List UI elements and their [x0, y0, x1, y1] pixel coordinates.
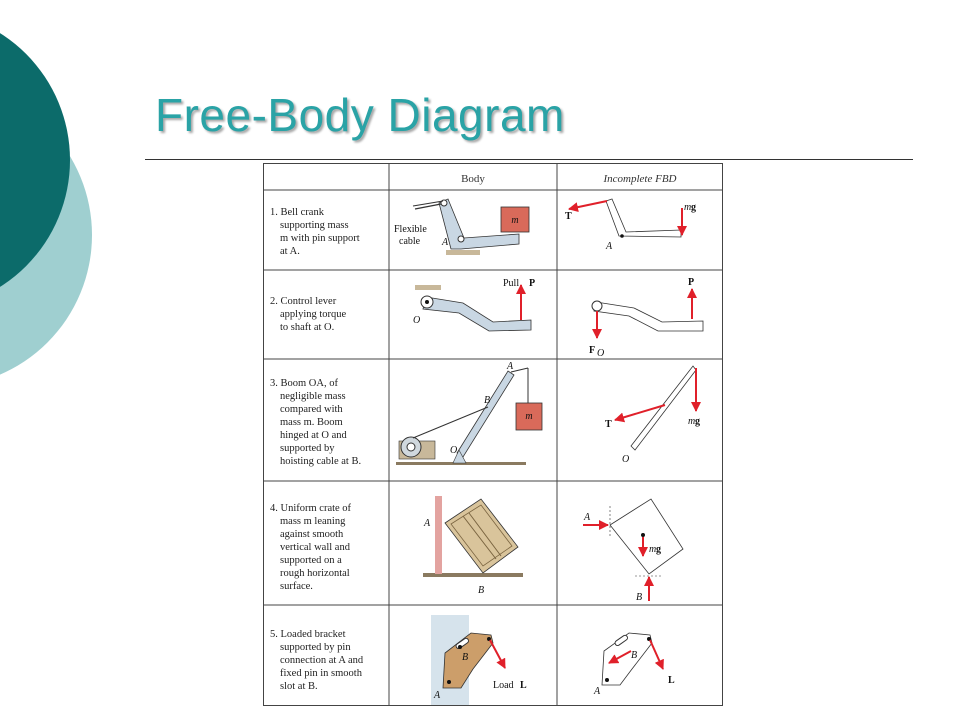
label-mg-m-r3: m: [688, 416, 696, 427]
label-A-r4: A: [424, 518, 431, 529]
svg-text:rough horizontal: rough horizontal: [280, 568, 350, 579]
label-cable: cable: [399, 236, 421, 247]
svg-text:supported by pin: supported by pin: [280, 642, 351, 653]
svg-text:4. Uniform crate of: 4. Uniform crate of: [270, 503, 352, 514]
label-B-r5: B: [462, 652, 469, 663]
svg-text:supporting mass: supporting mass: [280, 220, 349, 231]
svg-text:mass m. Boom: mass m. Boom: [280, 417, 343, 428]
label-P-fbd-r2: P: [688, 277, 695, 288]
bracket-fbd: [593, 633, 675, 697]
svg-text:fixed pin in smooth: fixed pin in smooth: [280, 668, 362, 679]
label-load: Load: [493, 680, 514, 691]
svg-text:at A.: at A.: [280, 246, 300, 257]
label-P-r2: P: [529, 278, 536, 289]
label-A-r3: A: [507, 361, 514, 372]
decorative-circles: [0, 0, 120, 720]
boom-fbd: [605, 366, 700, 465]
svg-text:vertical wall and: vertical wall and: [280, 542, 350, 553]
row-2-description: [270, 296, 347, 333]
svg-text:hoisting cable at B.: hoisting cable at B.: [280, 456, 362, 467]
slide-title: Free-Body Diagram: [155, 89, 565, 141]
label-A-r5: A: [434, 690, 441, 701]
bell-crank-body: [394, 199, 529, 255]
label-mass-m-r3: m: [525, 411, 533, 422]
label-A-fbd-r5: A: [594, 686, 601, 697]
label-O-r2: O: [413, 315, 421, 326]
fbd-table-figure: [263, 163, 723, 706]
label-O-r3: O: [450, 445, 458, 456]
label-O-fbd-r3: O: [622, 454, 630, 465]
control-lever-fbd: [589, 277, 703, 359]
control-lever-body: [413, 278, 535, 331]
label-mg-g-r1: g: [691, 202, 696, 213]
svg-text:mass m leaning: mass m leaning: [280, 516, 346, 527]
label-B-fbd-r4: B: [636, 592, 643, 603]
label-A-r1: A: [442, 237, 449, 248]
header-body: Body: [461, 173, 485, 185]
svg-text:compared with: compared with: [280, 404, 343, 415]
svg-text:negligible mass: negligible mass: [280, 391, 346, 402]
label-mg-m-r4: m: [649, 544, 657, 555]
svg-text:1. Bell crank: 1. Bell crank: [270, 207, 324, 218]
label-B-r3: B: [484, 395, 491, 406]
label-B-r4: B: [478, 585, 485, 596]
label-T-r1: T: [565, 211, 572, 222]
svg-text:supported by: supported by: [280, 443, 335, 454]
title-underline: [145, 159, 913, 160]
crate-fbd: [583, 499, 683, 603]
label-T-r3: T: [605, 419, 612, 430]
boom-body: [396, 361, 542, 465]
label-A-fbd-r1: A: [606, 241, 613, 252]
svg-text:3. Boom OA, of: 3. Boom OA, of: [270, 378, 338, 389]
svg-text:supported on a: supported on a: [280, 555, 342, 566]
svg-text:5. Loaded bracket: 5. Loaded bracket: [270, 629, 346, 640]
label-L-r5: L: [520, 680, 527, 691]
label-F-r2: F: [589, 345, 596, 356]
svg-text:hinged at O and: hinged at O and: [280, 430, 347, 441]
label-mass-m: m: [511, 215, 519, 226]
svg-text:surface.: surface.: [280, 581, 313, 592]
label-B-fbd-r5: B: [631, 650, 638, 661]
svg-text:slot at B.: slot at B.: [280, 681, 318, 692]
label-pull: Pull: [503, 278, 520, 289]
label-mg-g-r4: g: [656, 544, 661, 555]
label-flexible: Flexible: [394, 224, 427, 235]
row-1-description: [270, 207, 360, 257]
svg-text:connection at A and: connection at A and: [280, 655, 364, 666]
svg-text:m with pin support: m with pin support: [280, 233, 360, 244]
svg-text:2. Control lever: 2. Control lever: [270, 296, 337, 307]
svg-text:to shaft at O.: to shaft at O.: [280, 322, 335, 333]
bracket-body: [431, 615, 527, 705]
row-3-description: [270, 378, 361, 467]
crate-body: [423, 496, 523, 596]
row-5-description: [270, 629, 364, 692]
label-F-sub-r2: O: [597, 348, 605, 359]
svg-text:applying torque: applying torque: [280, 309, 347, 320]
label-A-fbd-r4: A: [584, 512, 591, 523]
bell-crank-fbd: [565, 199, 696, 252]
svg-text:against smooth: against smooth: [280, 529, 344, 540]
label-mg-m-r1: m: [684, 202, 692, 213]
header-incomplete-fbd: Incomplete FBD: [603, 173, 677, 185]
label-L-fbd-r5: L: [668, 675, 675, 686]
row-4-description: [270, 503, 352, 592]
label-mg-g-r3: g: [695, 416, 700, 427]
